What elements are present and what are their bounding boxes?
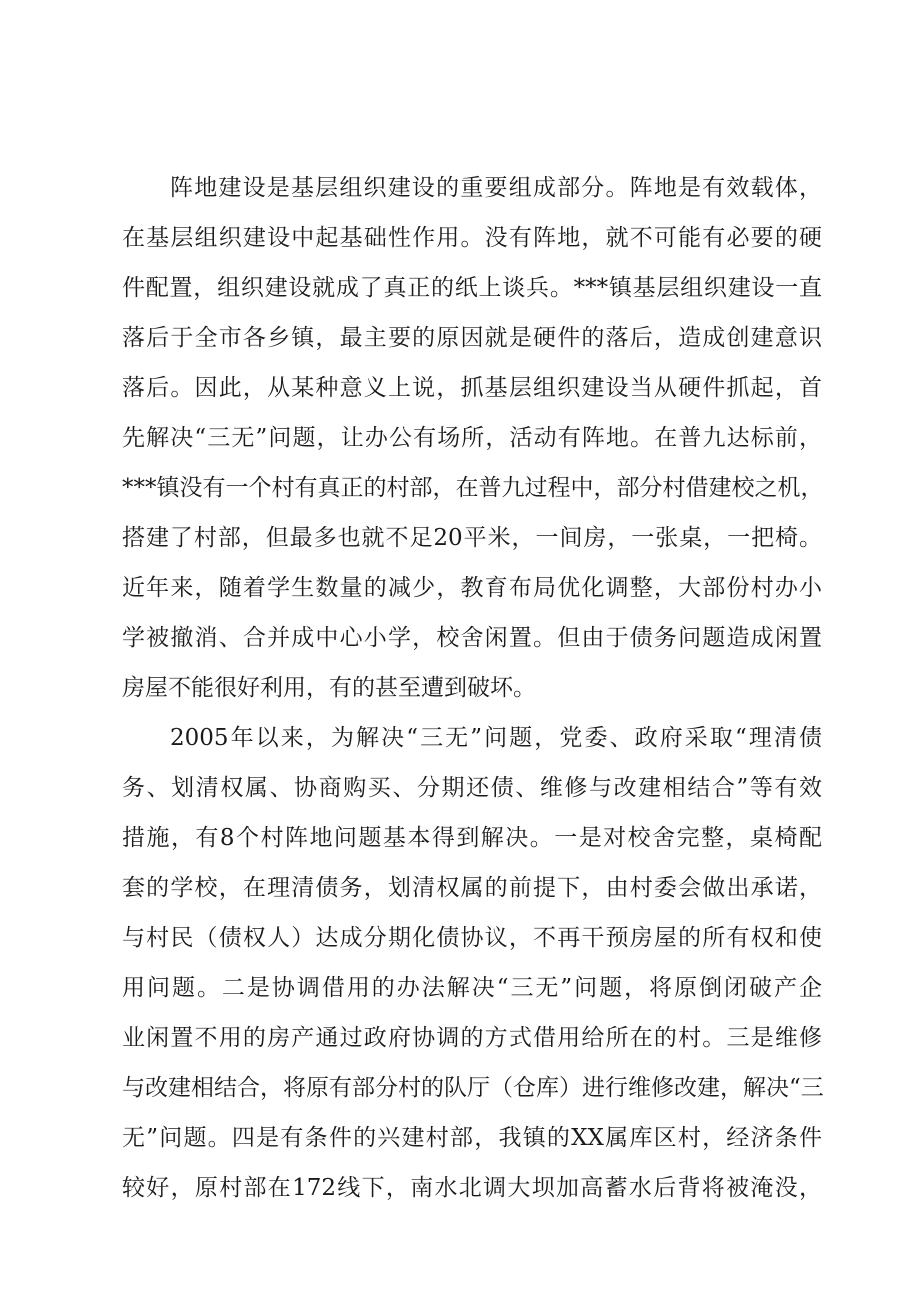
text-line: 2005年以来，为解决“三无”问题，党委、政府采取“理清债 — [170, 725, 822, 751]
text-line: 件配置，组织建设就成了真正的纸上谈兵。***镇基层组织建设一直 — [122, 275, 822, 301]
text-line: 落后。因此，从某种意义上说，抓基层组织建设当从硬件抓起，首 — [122, 375, 822, 401]
text-line: 阵地建设是基层组织建设的重要组成部分。阵地是有效载体， — [170, 175, 822, 201]
text-line: 近年来，随着学生数量的减少，教育布局优化调整，大部份村办小 — [122, 575, 822, 601]
text-line: 无”问题。四是有条件的兴建村部，我镇的XX属库区村，经济条件 — [122, 1125, 822, 1151]
text-line: 搭建了村部，但最多也就不足20平米，一间房，一张桌，一把椅。 — [122, 525, 822, 551]
text-line: 用问题。二是协调借用的办法解决“三无”问题，将原倒闭破产企 — [122, 975, 822, 1001]
text-line: 较好，原村部在172线下，南水北调大坝加高蓄水后背将被淹没， — [122, 1175, 822, 1201]
text-line: 与改建相结合，将原有部分村的队厅（仓库）进行维修改建，解决“三 — [122, 1075, 824, 1101]
text-line: 与村民（债权人）达成分期化债协议，不再干预房屋的所有权和使 — [122, 925, 822, 951]
text-line: 业闲置不用的房产通过政府协调的方式借用给所在的村。三是维修 — [122, 1025, 822, 1051]
text-line: 房屋不能很好利用，有的甚至遭到破坏。 — [122, 675, 536, 701]
text-line: 先解决“三无”问题，让办公有场所，活动有阵地。在普九达标前， — [122, 425, 822, 451]
text-line: 落后于全市各乡镇，最主要的原因就是硬件的落后，造成创建意识 — [122, 325, 822, 351]
text-line: 措施，有8个村阵地问题基本得到解决。一是对校舍完整，桌椅配 — [122, 825, 822, 851]
text-line: 学被撤消、合并成中心小学，校舍闲置。但由于债务问题造成闲置 — [122, 625, 822, 651]
text-line: 套的学校，在理清债务，划清权属的前提下，由村委会做出承诺， — [122, 875, 822, 901]
text-line: 在基层组织建设中起基础性作用。没有阵地，就不可能有必要的硬 — [122, 225, 822, 251]
text-line: 务、划清权属、协商购买、分期还债、维修与改建相结合”等有效 — [122, 775, 822, 801]
text-line: ***镇没有一个村有真正的村部，在普九过程中，部分村借建校之机， — [122, 475, 824, 501]
